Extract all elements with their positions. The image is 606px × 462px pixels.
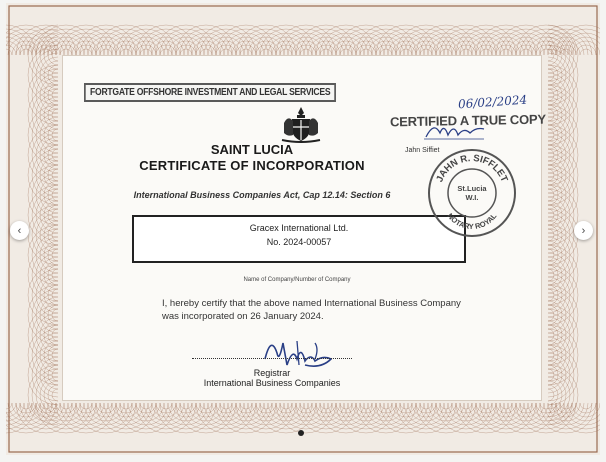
notary-signature: [422, 117, 492, 143]
certificate-inner-panel: [62, 55, 547, 401]
svg-text:NOTARY ROYAL: [446, 211, 499, 231]
certificate-title: CERTIFICATE OF INCORPORATION: [139, 158, 365, 173]
company-number: No. 2024-00057: [266, 237, 332, 247]
statement-line-2: was incorporated on 26 January 2024.: [162, 311, 324, 322]
name-box-caption: Name of Company/Number of Company: [243, 277, 351, 283]
company-name: Gracex International Ltd.: [249, 223, 349, 233]
handwritten-date: 06/02/2024: [457, 92, 528, 112]
chevron-right-icon: ›: [581, 224, 586, 237]
signature-line: [192, 358, 352, 359]
coat-of-arms-icon: [280, 105, 322, 143]
registrar-title: Registrar: [253, 368, 291, 378]
country-heading: SAINT LUCIA: [210, 142, 294, 157]
seal-bottom-text: NOTARY ROYAL: [445, 211, 499, 232]
seal-middle-line-2: W.I.: [465, 193, 479, 202]
company-stamp-box: FORTGATE OFFSHORE INVESTMENT AND LEGAL SERVICES: [84, 83, 336, 102]
registrar-organization: International Business Companies: [203, 378, 341, 388]
previous-image-button[interactable]: [10, 221, 29, 240]
act-reference: International Business Companies Act, Cap 12.14: Section 6: [133, 190, 391, 200]
chevron-left-icon: ‹: [17, 224, 22, 237]
next-image-button[interactable]: [574, 221, 593, 240]
seal-outer-text: JAHN R. SIFFLET: [434, 152, 510, 184]
registrar-signature: [257, 333, 367, 369]
certificate-document: [6, 3, 600, 455]
company-name-box: [132, 215, 466, 263]
statement-line-1: I, hereby certify that the above named International Business Company: [162, 298, 461, 309]
certification-statement: [162, 297, 482, 323]
notary-seal: [426, 147, 518, 239]
page-indicator-dot[interactable]: [298, 430, 304, 436]
notary-name: Jahn Siffiet: [405, 147, 440, 154]
seal-middle-line-1: St.Lucia: [457, 184, 487, 193]
certified-true-copy-stamp: CERTIFIED A TRUE COPY: [389, 111, 547, 130]
